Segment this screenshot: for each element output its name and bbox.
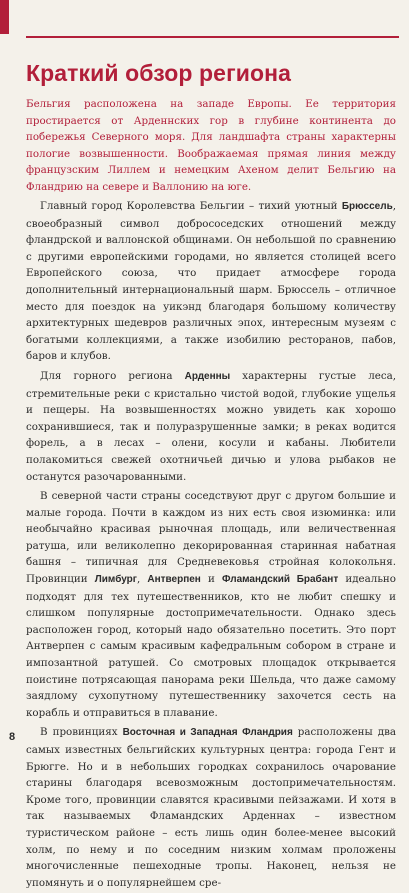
paragraph-brussels	[26, 198, 396, 365]
text-run: и	[200, 573, 222, 586]
intro-paragraph: Бельгия расположена на западе Европы. Ее территория простирается от Арденнских гор в глубине континента до побережья Северного моря. Для ландшафта страны характерны пологие возвышенности. Воображаемая прямая линия между французским Лиллем и немецким Ахеном делит Бельгию на Фландрию на севере и Валлонию на юге.	[26, 98, 396, 193]
place-name-limburg: Лимбург	[94, 574, 137, 586]
place-name-flemish-brabant: Фламандский Брабант	[221, 574, 339, 586]
top-rule	[26, 36, 399, 38]
text-run: В северной части страны соседствуют друг с другом большие и малые города. Почти в каждом из них есть своя изюминка: или необычайно красивая рыночная площадь, или величественная ратуша, или великолепно декорированная старинная набатная башня – типичная для Средневековья стройная колокольня. Провинции	[26, 490, 396, 586]
paragraph-flanders	[26, 724, 396, 891]
text-run: Главный город Королевства Бельгии – тихий уютный	[40, 200, 342, 212]
chapter-tab-marker	[0, 0, 9, 34]
page-number: 8	[9, 731, 16, 743]
text-run: расположены два самых известных бельгийских культурных центра: города Гент и Брюгге. Но и в небольших городках сохранилось очарование старины благодаря всевозможным достопримечательностям. Кроме того, провинции славятся красивыми пейзажами. И хотя в так называемых Фламандских Арденнах – известном туристическом районе – есть лишь один более-менее высокий холм, по нему и по соседним низким холмам проложены многочисленные пешеходные тропы. Наконец, нельзя не упомянуть и о популярнейшем сре-	[26, 726, 397, 889]
text-run: В провинциях	[40, 726, 123, 739]
paragraph-ardennes	[26, 368, 396, 485]
place-name-brussels: Брюссель	[341, 201, 393, 212]
paragraph-north	[26, 488, 396, 721]
text-run: характерны густые леса, стремительные реки с кристально чистой водой, глубокие ущелья и пещеры. На возвышенностях можно увидеть как хорошо сохранившиеся, так и полуразрушенные замки; в реках водится форель, а в лесах – олени, косули и кабаны. Любители полакомиться свежей охотничьей дичью и улова рыбаков не останутся разочарованными.	[26, 369, 397, 483]
body-text	[26, 198, 396, 893]
text-run: ,	[136, 573, 148, 586]
page-title: Краткий обзор региона	[26, 60, 292, 86]
place-name-antwerp: Антверпен	[147, 574, 201, 586]
place-name-ardennes: Арденны	[184, 370, 231, 382]
place-name-flanders: Восточная и Западная Фландрия	[122, 727, 293, 739]
text-run: идеально подходят для тех путешественников, кто не любит спешку и слишком популярные достопримечательности. Однако здесь расположен город, который надо обязательно посетить. Это порт Антверпен с самым красивым кафедральным собором в стране и импозантной ратушей. Со смотровых площадок открывается поистине потрясающая панорама реки Шельда, что даже самому заядлому сухопутному путешественнику захочется сесть на корабль и отправиться в плавание.	[26, 573, 396, 719]
text-run: Для горного региона	[40, 369, 185, 382]
text-run: , своеобразный символ добрососедских отношений между фландрской и валлонской общинами. Он небольшой по сравнению с другими европейскими городами, но является столицей всего Европейского союза, что придает атмосфере города дополнительный интернациональный шарм. Брюссель – отличное место для поездок на уикэнд благодаря большому количеству архитектурных шедевров различных эпох, интересным музеям с богатыми коллекциями, а также изобилию ресторанов, пабов, баров и клубов.	[26, 200, 396, 363]
